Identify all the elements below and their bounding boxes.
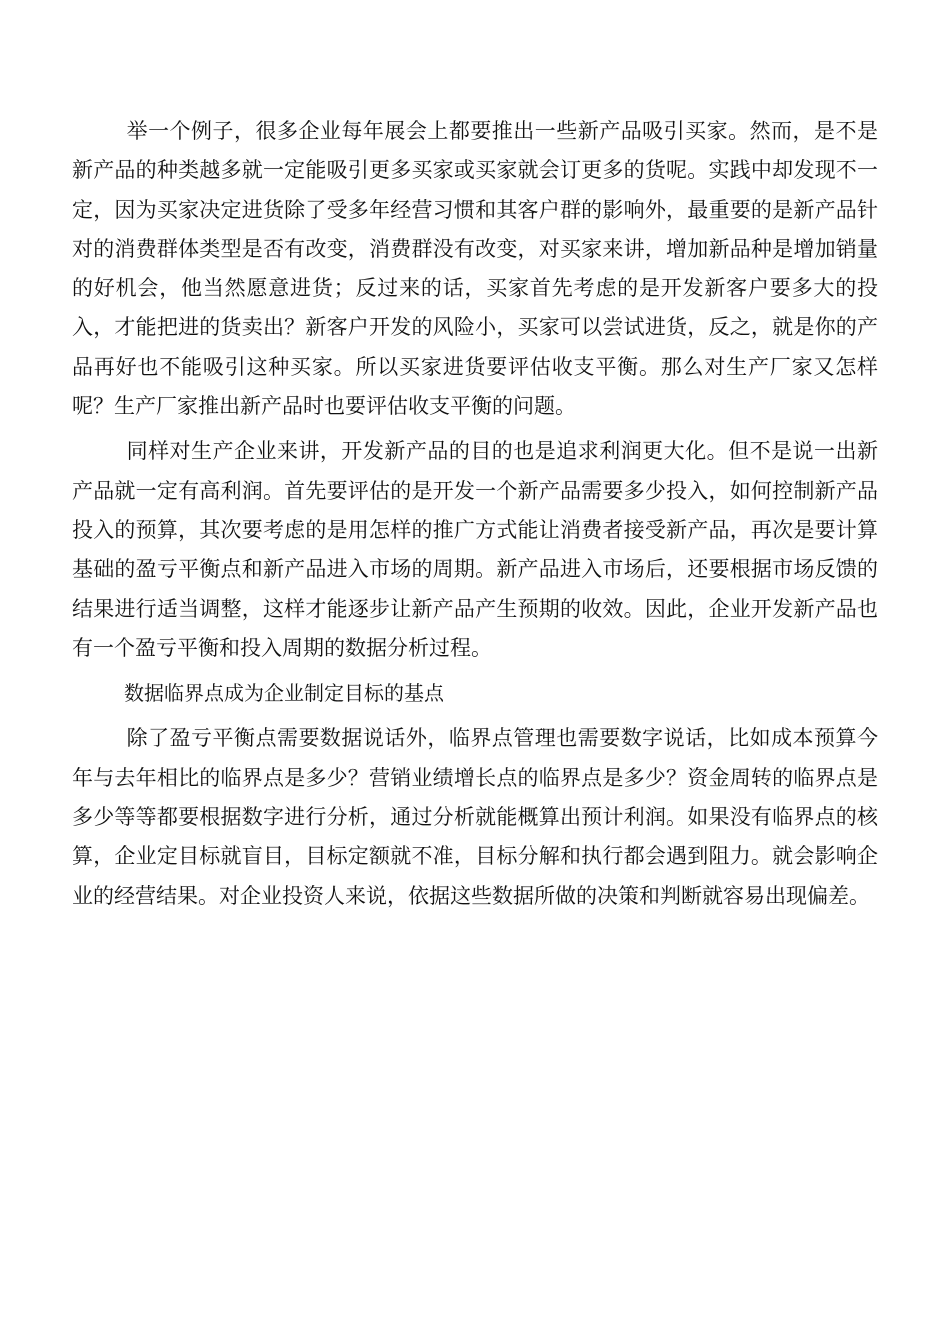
paragraph-2: 同样对生产企业来讲，开发新产品的目的也是追求利润更大化。但不是说一出新产品就一定有高利润。首先要评估的是开发一个新产品需要多少投入，如何控制新产品投入的预算，其次要考虑的是用怎样的推广方式能让消费者接受新产品，再次是要计算基础的盈亏平衡点和新产品进入市场的周期。新产品进入市场后，还要根据市场反馈的结果进行适当调整，这样才能逐步让新产品产生预期的收效。因此，企业开发新产品也有一个盈亏平衡和投入周期的数据分析过程。	[72, 439, 878, 660]
paragraph-3: 除了盈亏平衡点需要数据说话外，临界点管理也需要数字说话，比如成本预算今年与去年相比的临界点是多少？营销业绩增长点的临界点是多少？资金周转的临界点是多少等等都要根据数字进行分析，通过分析就能概算出预计利润。如果没有临界点的核算，企业定目标就盲目，目标定额就不准，目标分解和执行都会遇到阻力。就会影响企业的经营结果。对企业投资人来说，依据这些数据所做的决策和判断就容易出现偏差。	[72, 726, 878, 908]
document-body	[72, 112, 878, 916]
paragraph-1: 举一个例子，很多企业每年展会上都要推出一些新产品吸引买家。然而，是不是新产品的种类越多就一定能吸引更多买家或买家就会订更多的货呢。实践中却发现不一定，因为买家决定进货除了受多年经营习惯和其客户群的影响外，最重要的是新产品针对的消费群体类型是否有改变，消费群没有改变，对买家来讲，增加新品种是增加销量的好机会，他当然愿意进货；反过来的话，买家首先考虑的是开发新客户要多大的投入，才能把进的货卖出？新客户开发的风险小，买家可以尝试进货，反之，就是你的产品再好也不能吸引这种买家。所以买家进货要评估收支平衡。那么对生产厂家又怎样呢？生产厂家推出新产品时也要评估收支平衡的问题。	[72, 119, 878, 419]
section-subheading: 数据临界点成为企业制定目标的基点	[124, 681, 444, 706]
